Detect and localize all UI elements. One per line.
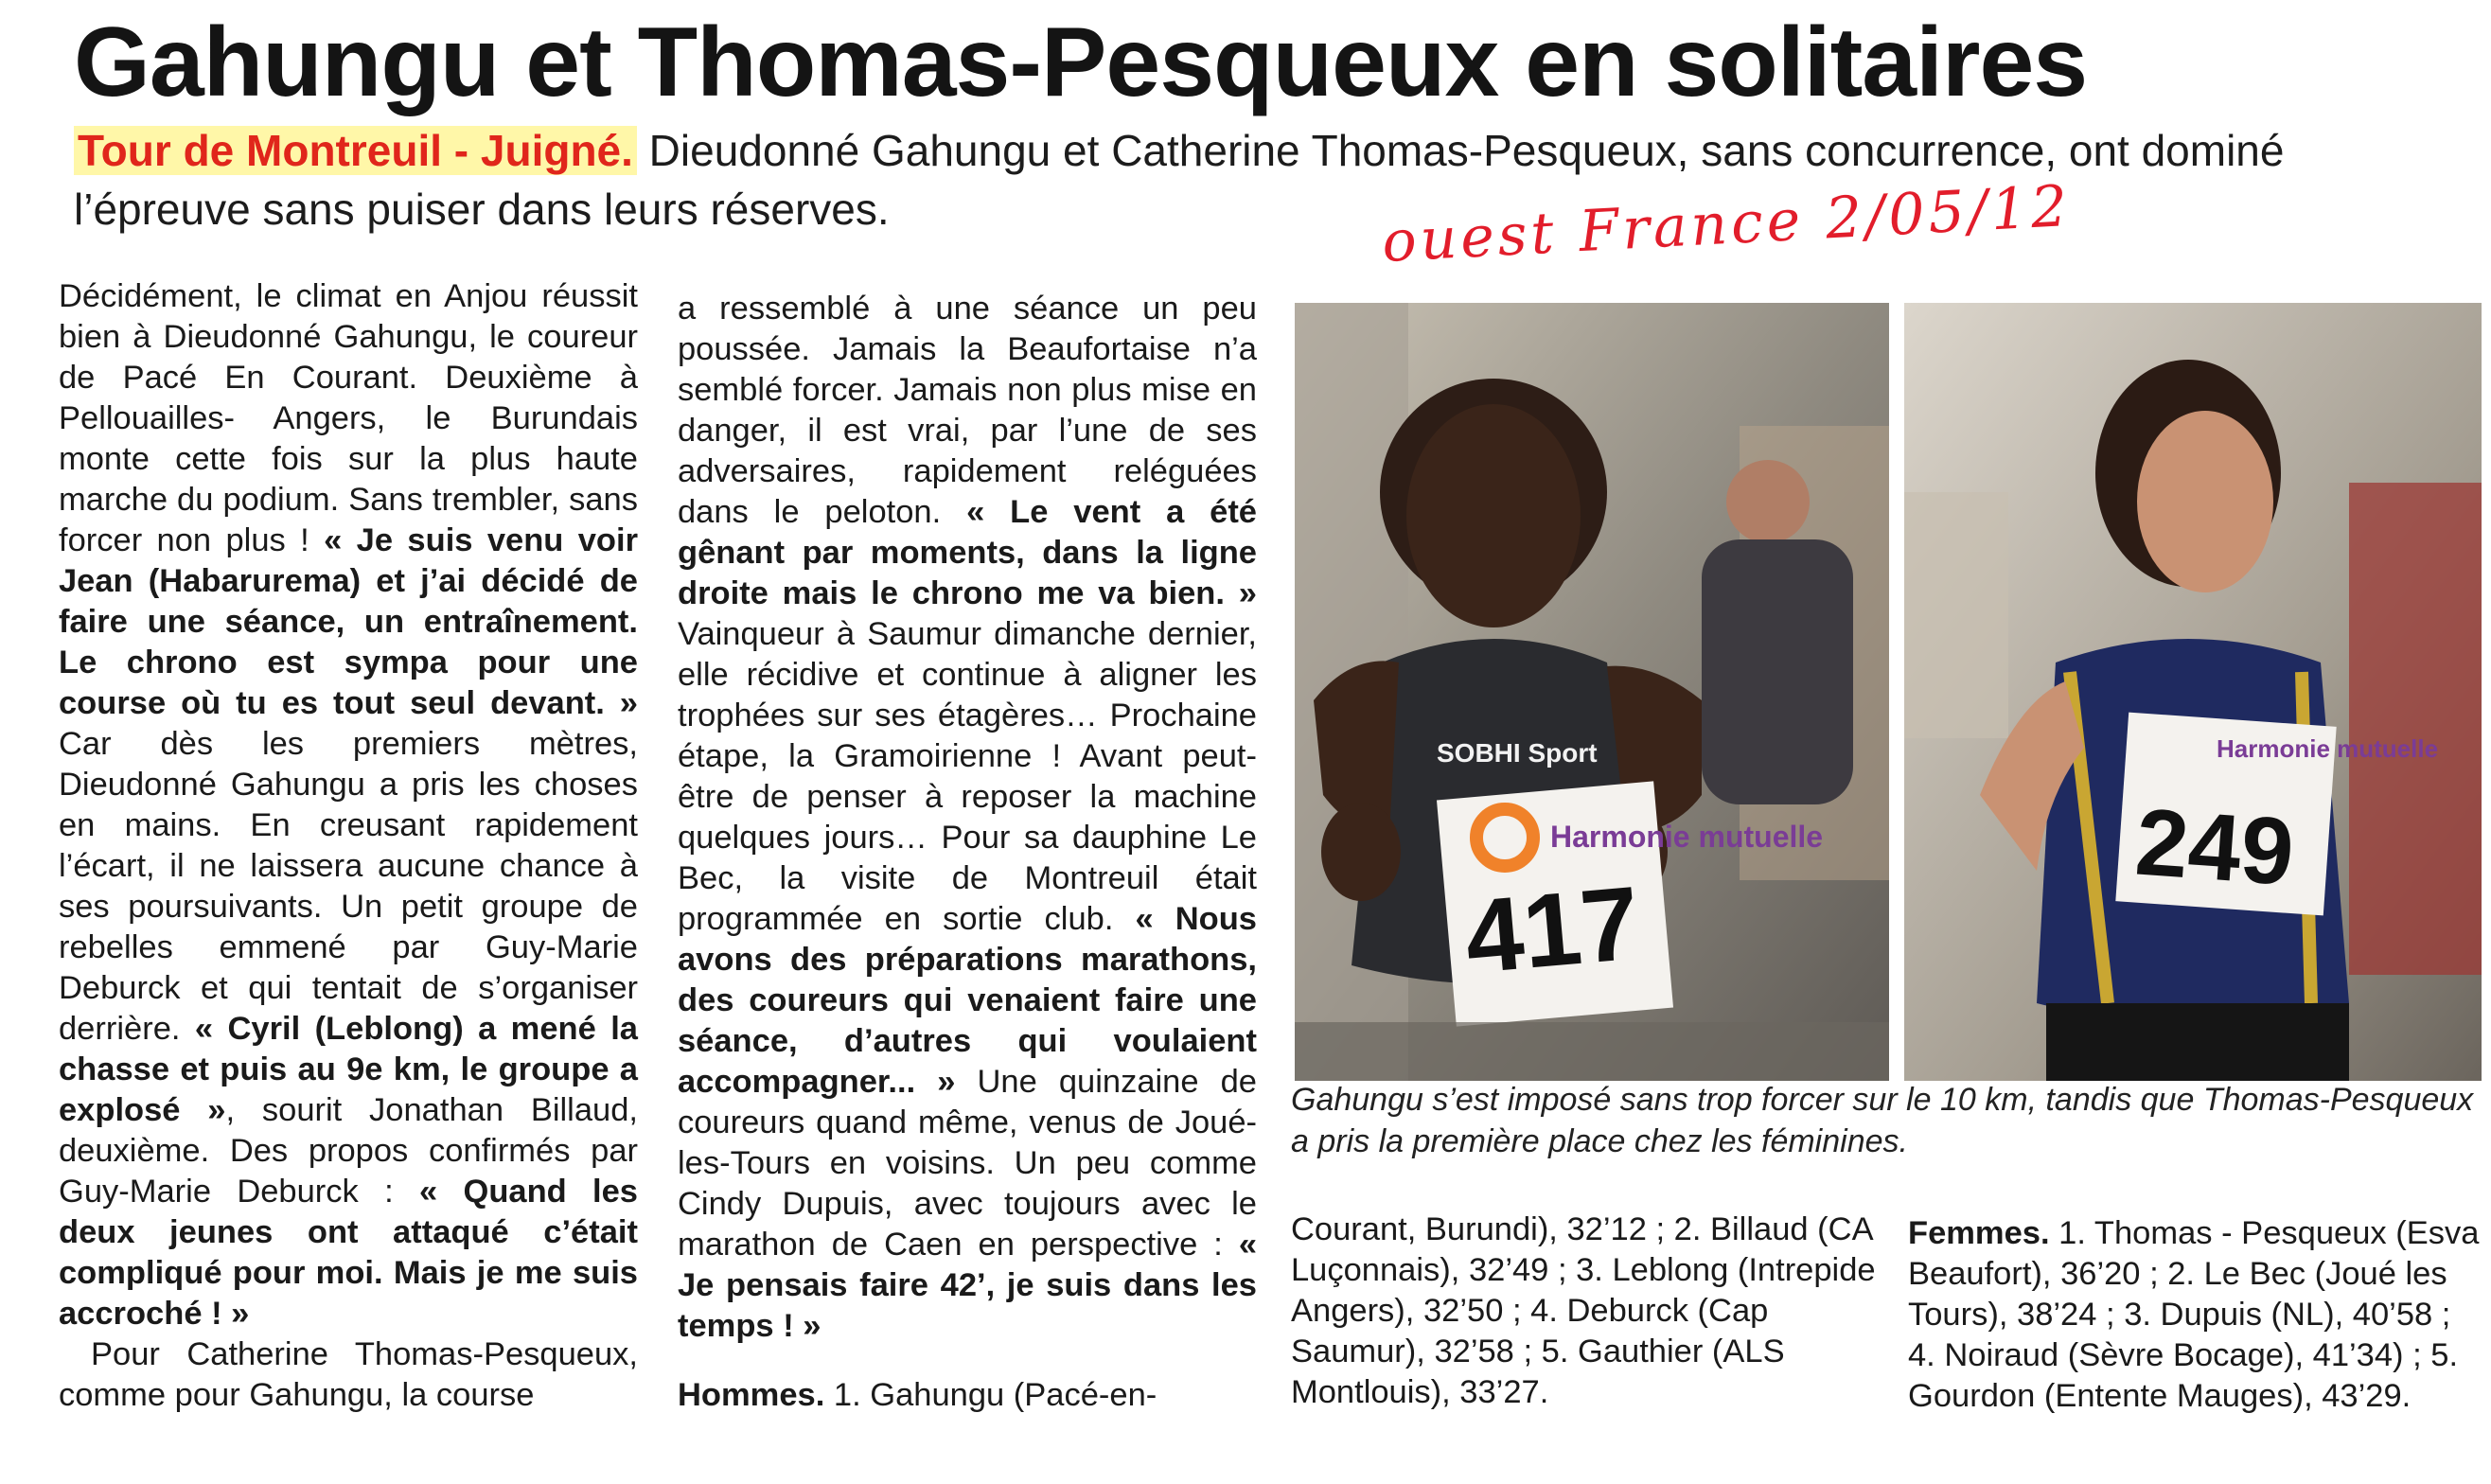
bib-number: 249 xyxy=(2131,788,2298,906)
headline: Gahungu et Thomas-Pesqueux en solitaires xyxy=(74,8,2088,117)
shirt-sponsor: SOBHI Sport xyxy=(1437,738,1598,768)
paragraph: Pour Catherine Thomas-Pesqueux, comme pour Gahungu, la course xyxy=(59,1336,638,1413)
kicker: Tour de Montreuil - Juigné. xyxy=(74,126,637,175)
paragraph: a ressemblé à une séance un peu poussée. Jamais la Beaufortaise n’a semblé forcer. Jamais non plus mise en danger, il est vrai, par l’une de ses adversaires, rapidement reléguées dans le peloton. « Le vent a été gênant par moments, dans la ligne droite mais le chrono me va bien. » Vainqueur à Saumur dimanche dernier, elle récidive et continue à aligner les trophées sur ses étagères… Prochaine étape, la Gramoirienne ! Avant peut-être de penser à reposer la machine quelques jours… Pour sa dauphine Le Bec, la visite de Montreuil était programmée en sortie club. « Nous avons des préparations marathons, des coureurs qui venaient faire une séance, d’autres qui voulaient accompagner... » Une quinzaine de coureurs quand même, venus de Joué-les-Tours en voisins. Un peu comme Cindy Dupuis, avec toujours avec le marathon de Caen en perspective : « Je pensais faire 42’, je suis dans les temps ! » xyxy=(678,291,1257,1344)
handwritten-note: ouest France 2/05/12 xyxy=(1380,172,2073,276)
article-column-2 xyxy=(678,289,1257,1416)
quote: « Quand les deux jeunes ont attaqué c’était compliqué pour moi. Mais je me suis accroché ! » xyxy=(59,1174,638,1332)
quote: « Je pensais faire 42’, je suis dans les temps ! » xyxy=(678,1227,1257,1344)
quote: « Cyril (Leblong) a mené la chasse et puis au 9e km, le groupe a explosé » xyxy=(59,1011,638,1128)
bib-sponsor: Harmonie mutuelle xyxy=(1550,820,1824,854)
results-text: Femmes. 1. Thomas - Pesqueux (Esva Beaufort), 36’20 ; 2. Le Bec (Joué les Tours), 38’24 ; 3. Dupuis (NL), 40’58 ; 4. Noiraud (Sèvre Bocage), 41’34) ; 5. Gourdon (Entente Mauges), 43’29. xyxy=(1908,1215,2480,1414)
results-women xyxy=(1908,1213,2482,1417)
quote: « Le vent a été gênant par moments, dans la ligne droite mais le chrono me va bien. » xyxy=(678,494,1257,611)
photo-thomas-pesqueux xyxy=(1904,303,2482,1081)
standfirst-text: Dieudonné Gahungu et Catherine Thomas-Pesqueux, sans concurrence, ont dominé l’épreuve sans puiser dans leurs réserves. xyxy=(74,126,2285,234)
paragraph: Décidément, le climat en Anjou réussit bien à Dieudonné Gahungu, le coureur de Pacé En Courant. Deuxième à Pellouailles- Angers, le Burundais monte cette fois sur la plus haute marche du podium. Sans trembler, sans forcer non plus ! « Je suis venu voir Jean (Habarurema) et j’ai décidé de faire une séance, un entraînement. Le chrono est sympa pour une course où tu es tout seul devant. » Car dès les premiers mètres, Dieudonné Gahungu a pris les choses en mains. En creusant rapidement l’écart, il ne laissera aucune chance à ses poursuivants. Un petit groupe de rebelles emmené par Guy-Marie Deburck et qui tentait de s’organiser derrière. « Cyril (Leblong) a mené la chasse et puis au 9e km, le groupe a explosé », sourit Jonathan Billaud, deuxième. Des propos confirmés par Guy-Marie Deburck : « Quand les deux jeunes ont attaqué c’était compliqué pour moi. Mais je me suis accroché ! » xyxy=(59,278,639,1332)
bib-number: 417 xyxy=(1460,864,1644,997)
article-column-1 xyxy=(59,276,638,1416)
runner-photo-left xyxy=(1295,303,1889,1081)
quote: « Nous avons des préparations marathons, des coureurs qui venaient faire une séance, d’autres qui voulaient accompagner... » xyxy=(678,901,1257,1100)
quote: « Je suis venu voir Jean (Habarurema) et j’ai décidé de faire une séance, un entraînement. Le chrono est sympa pour une course où tu es tout seul devant. » xyxy=(59,522,639,721)
results-label: Femmes. xyxy=(1908,1215,2050,1251)
results-text: Courant, Burundi), 32’12 ; 2. Billaud (CA Luçonnais), 32’49 ; 3. Leblong (Intrepide Angers), 32’50 ; 4. Deburck (Cap Saumur), 32’58 ; 5. Gauthier (ALS Montlouis), 33’27. xyxy=(1291,1211,1876,1410)
bib-sponsor: Harmonie mutuelle xyxy=(2217,734,2439,763)
results-men-continued xyxy=(1291,1210,1897,1413)
results-label: Hommes. xyxy=(678,1377,825,1413)
photo-caption: Gahungu s’est imposé sans trop forcer sur le 10 km, tandis que Thomas-Pesqueux a pris la première place chez les féminines. xyxy=(1291,1082,2474,1159)
results-men: Hommes. 1. Gahungu (Pacé-en- xyxy=(678,1377,1157,1413)
runner-photo-right xyxy=(1904,303,2482,1081)
photo-gahungu xyxy=(1295,303,1889,1081)
